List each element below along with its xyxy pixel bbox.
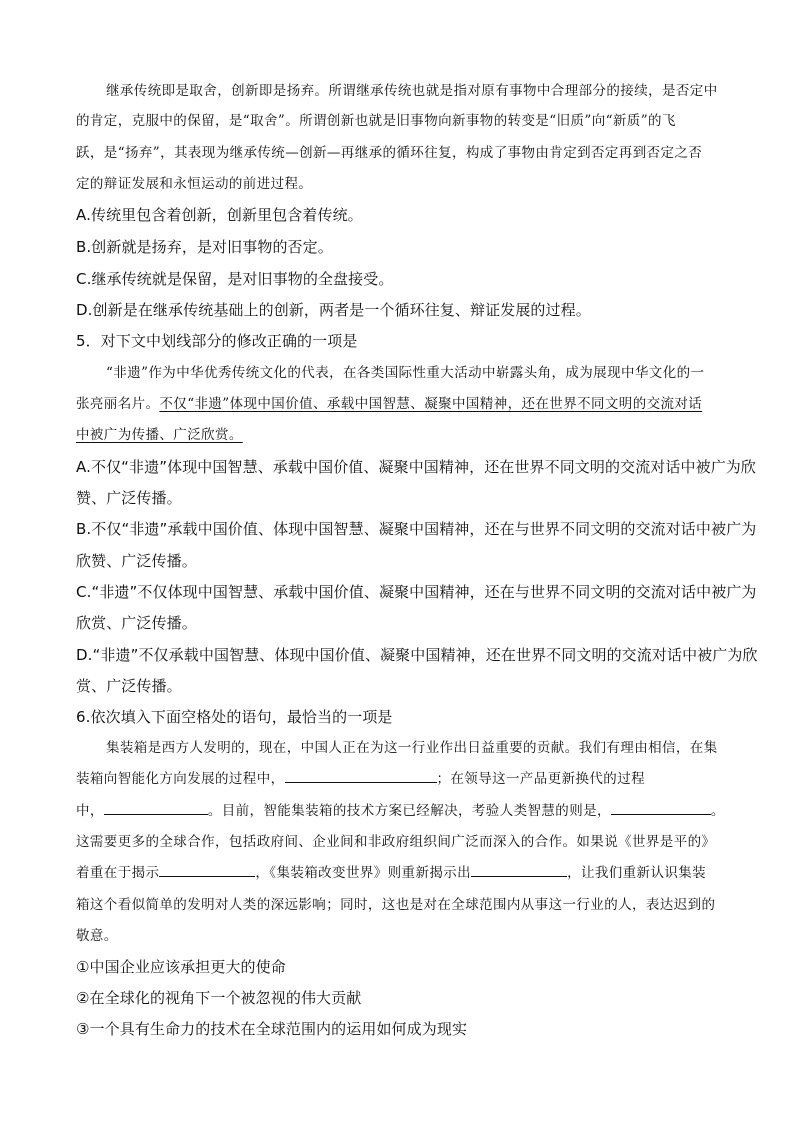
q4-option-b: B.创新就是扬弃，是对旧事物的否定。 [76,238,333,256]
q6-text-3b: 。目前，智能集装箱的技术方案已经解决，考验人类智慧的则是， [207,803,611,819]
q5-passage-plain: 张亮丽名片。 [76,396,160,412]
q5-underlined-part-1: 不仅“非遗”体现中国价值、承载中国智慧、凝聚中国精神，还在世界不同文明的交流对话 [159,396,703,412]
fill-blank-5 [471,862,567,877]
q6-text-3a: 中， [76,803,104,819]
q5-stem: 5．对下文中划线部分的修改正确的一项是 [76,332,358,350]
q6-item-2: ②在全球化的视角下一个被忽视的伟大贡献 [76,989,362,1007]
q4-passage-line-1: 继承传统即是取舍，创新即是扬弃。所谓继承传统也就是指对原有事物中合理部分的接续，是否定中 [106,83,718,99]
q6-item-3: ③一个具有生命力的技术在全球范围内的运用如何成为现实 [76,1020,468,1038]
q5-option-a-line-1: A.不仅“非遗”体现中国智慧、承载中国价值、凝聚中国精神，还在世界不同文明的交流对话中被广为欣 [76,458,757,476]
q5-option-b-line-1: B.不仅“非遗”承载中国价值、体现中国智慧、凝聚中国精神，还在与世界不同文明的交流对话中被广为 [76,520,757,538]
q4-passage-line-4: 定的辩证发展和永恒运动的前进过程。 [76,176,313,192]
q5-option-b-line-2: 欣赞、广泛传播。 [76,552,197,570]
fill-blank-1 [285,768,437,783]
q6-passage-line-7: 敬意。 [76,928,118,944]
q6-passage-line-3 [76,800,725,822]
q6-item-1: ①中国企业应该承担更大的使命 [76,958,286,976]
q6-passage-line-2 [76,768,718,790]
q4-passage-line-3: 跃，是“扬弃”，其表现为继承传统—创新—再继承的循环往复，构成了事物由肯定到否定再到否定之否 [76,145,703,161]
q6-passage-line-4: 这需要更多的全球合作，包括政府间、企业间和非政府组织间广泛而深入的合作。如果说《世界是平的》 [76,834,716,850]
q6-text-5b: ，《集装箱改变世界》则重新揭示出 [255,865,472,881]
q5-underlined-part-2: 中被广为传播、广泛欣赏。 [76,427,243,443]
q5-option-a-line-2: 赞、广泛传播。 [76,489,182,507]
q4-option-c: C.继承传统就是保留，是对旧事物的全盘接受。 [76,270,394,288]
q6-passage-line-5 [76,862,718,884]
q6-text-5c: ，让我们重新认识集装 [567,865,707,881]
q6-passage-line-1: 集装箱是西方人发明的，现在，中国人正在为这一行业作出日益重要的贡献。我们有理由相信，在集 [106,740,718,756]
q6-text-3c: 。 [710,803,725,819]
q5-option-d-line-2: 赏、广泛传播。 [76,677,182,695]
q6-text-5a: 着重在于揭示 [76,865,160,881]
q5-passage-line-2 [76,393,718,415]
fill-blank-3 [611,800,711,815]
q6-passage-line-6: 箱这个看似简单的发明对人类的深远影响；同时，这也是对在全球范围内从事这一行业的人，表达迟到的 [76,897,716,913]
q4-option-a: A.传统里包含着创新，创新里包含着传统。 [76,206,363,224]
q4-option-d: D.创新是在继承传统基础上的创新，两者是一个循环往复、辩证发展的过程。 [76,301,591,319]
q6-text-2b: ；在领导这一产品更新换代的过程 [436,771,645,787]
q6-stem: 6.依次填入下面空格处的语句，最恰当的一项是 [76,708,393,726]
q5-passage-line-1: “非遗”作为中华优秀传统文化的代表，在各类国际性重大活动中崭露头角，成为展现中华文化的一 [106,365,705,381]
fill-blank-4 [159,862,255,877]
q5-option-d-line-1: D.“非遗”不仅承载中国智慧、体现中国价值、凝聚中国精神，还在世界不同文明的交流对话中被广为欣 [76,646,758,664]
q5-option-c-line-2: 欣赏、广泛传播。 [76,614,197,632]
q5-passage-line-3 [76,424,718,446]
q5-option-c-line-1: C.“非遗”不仅体现中国智慧、承载中国价值、凝聚中国精神，还在与世界不同文明的交流对话中被广为 [76,583,757,601]
q6-text-2a: 装箱向智能化方向发展的过程中， [76,771,285,787]
q4-passage-line-2: 的肯定，克服中的保留，是“取舍”。所谓创新也就是旧事物向新事物的转变是“旧质”向“新质”的飞 [76,113,676,129]
fill-blank-2 [104,800,208,815]
